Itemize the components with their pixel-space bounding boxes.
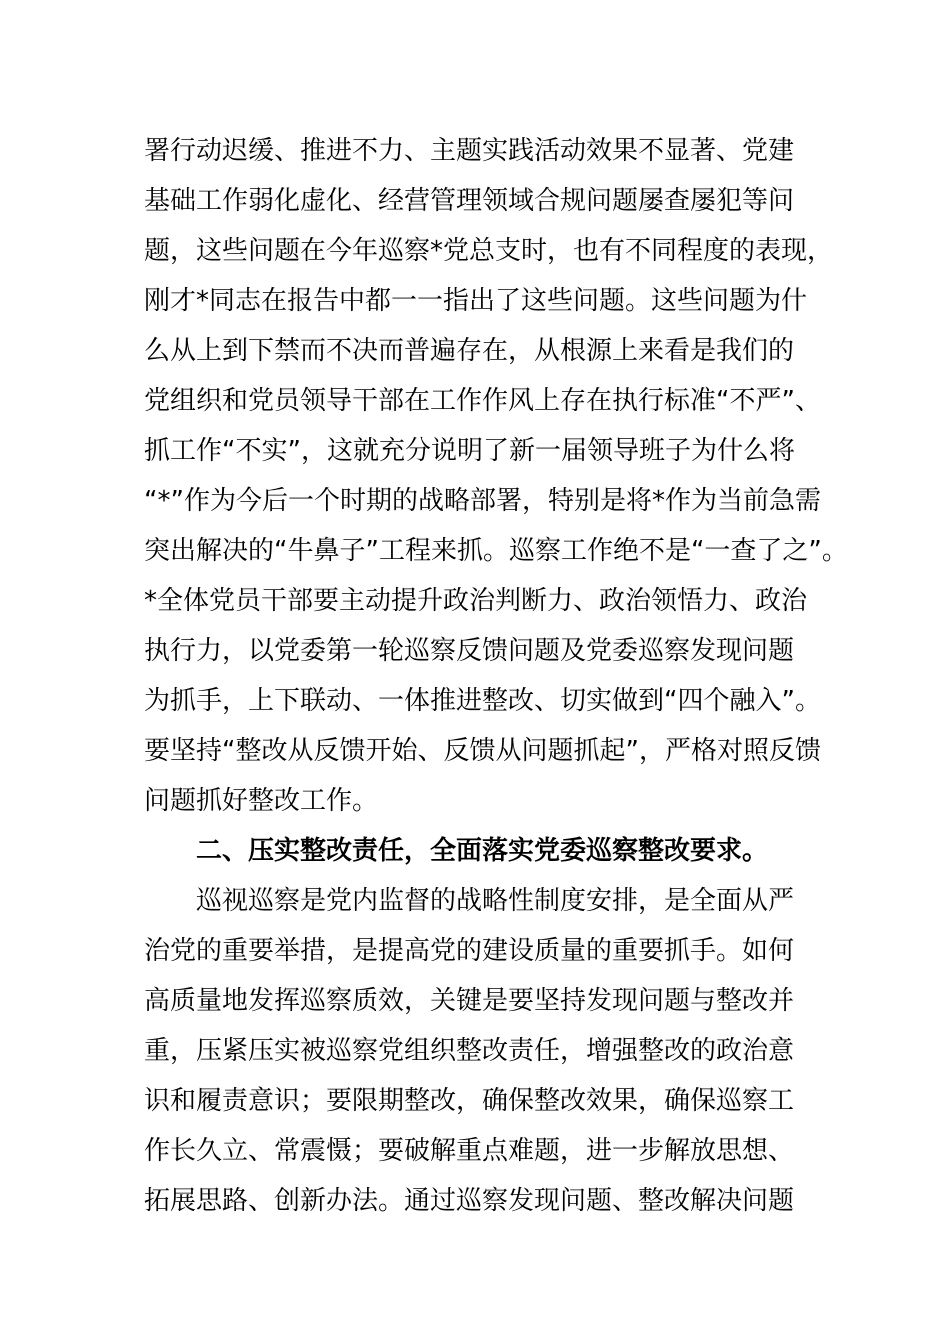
text-line: 题，这些问题在今年巡察*党总支时，也有不同程度的表现， — [144, 236, 834, 266]
text-line: 执行力，以党委第一轮巡察反馈问题及党委巡察发现问题 — [144, 636, 795, 666]
text-line: 拓展思路、创新办法。通过巡察发现问题、整改解决问题 — [144, 1186, 795, 1216]
text-line: 突出解决的“牛鼻子”工程来抓。巡察工作绝不是“一查了之”。 — [144, 536, 848, 566]
document-body — [144, 126, 848, 1226]
text-line: 署行动迟缓、推进不力、主题实践活动效果不显著、党建 — [144, 136, 795, 166]
text-line: 为抓手，上下联动、一体推进整改、切实做到“四个融入”。 — [144, 686, 821, 716]
text-line: 作长久立、常震慑；要破解重点难题，进一步解放思想、 — [144, 1136, 795, 1166]
text-line: 巡视巡察是党内监督的战略性制度安排，是全面从严 — [196, 886, 795, 916]
text-line: *全体党员干部要主动提升政治判断力、政治领悟力、政治 — [144, 586, 808, 616]
text-line: 重，压紧压实被巡察党组织整改责任，增强整改的政治意 — [144, 1036, 795, 1066]
text-line: 治党的重要举措，是提高党的建设质量的重要抓手。如何 — [144, 936, 795, 966]
text-line: 要坚持“整改从反馈开始、反馈从问题抓起”，严格对照反馈 — [144, 736, 821, 766]
text-line: 基础工作弱化虚化、经营管理领域合规问题屡查屡犯等问 — [144, 186, 795, 216]
text-line: 党组织和党员领导干部在工作作风上存在执行标准“不严”、 — [144, 386, 821, 416]
text-line: “*”作为今后一个时期的战略部署，特别是将*作为当前急需 — [144, 486, 821, 516]
text-line: 高质量地发挥巡察质效，关键是要坚持发现问题与整改并 — [144, 986, 795, 1016]
text-line: 么从上到下禁而不决而普遍存在，从根源上来看是我们的 — [144, 336, 795, 366]
text-line: 识和履责意识；要限期整改，确保整改效果，确保巡察工 — [144, 1086, 795, 1116]
section-heading: 二、压实整改责任，全面落实党委巡察整改要求。 — [196, 836, 769, 866]
text-line: 刚才*同志在报告中都一一指出了这些问题。这些问题为什 — [144, 286, 808, 316]
text-line: 抓工作“不实”，这就充分说明了新一届领导班子为什么将 — [144, 436, 795, 466]
text-line: 问题抓好整改工作。 — [144, 786, 379, 816]
